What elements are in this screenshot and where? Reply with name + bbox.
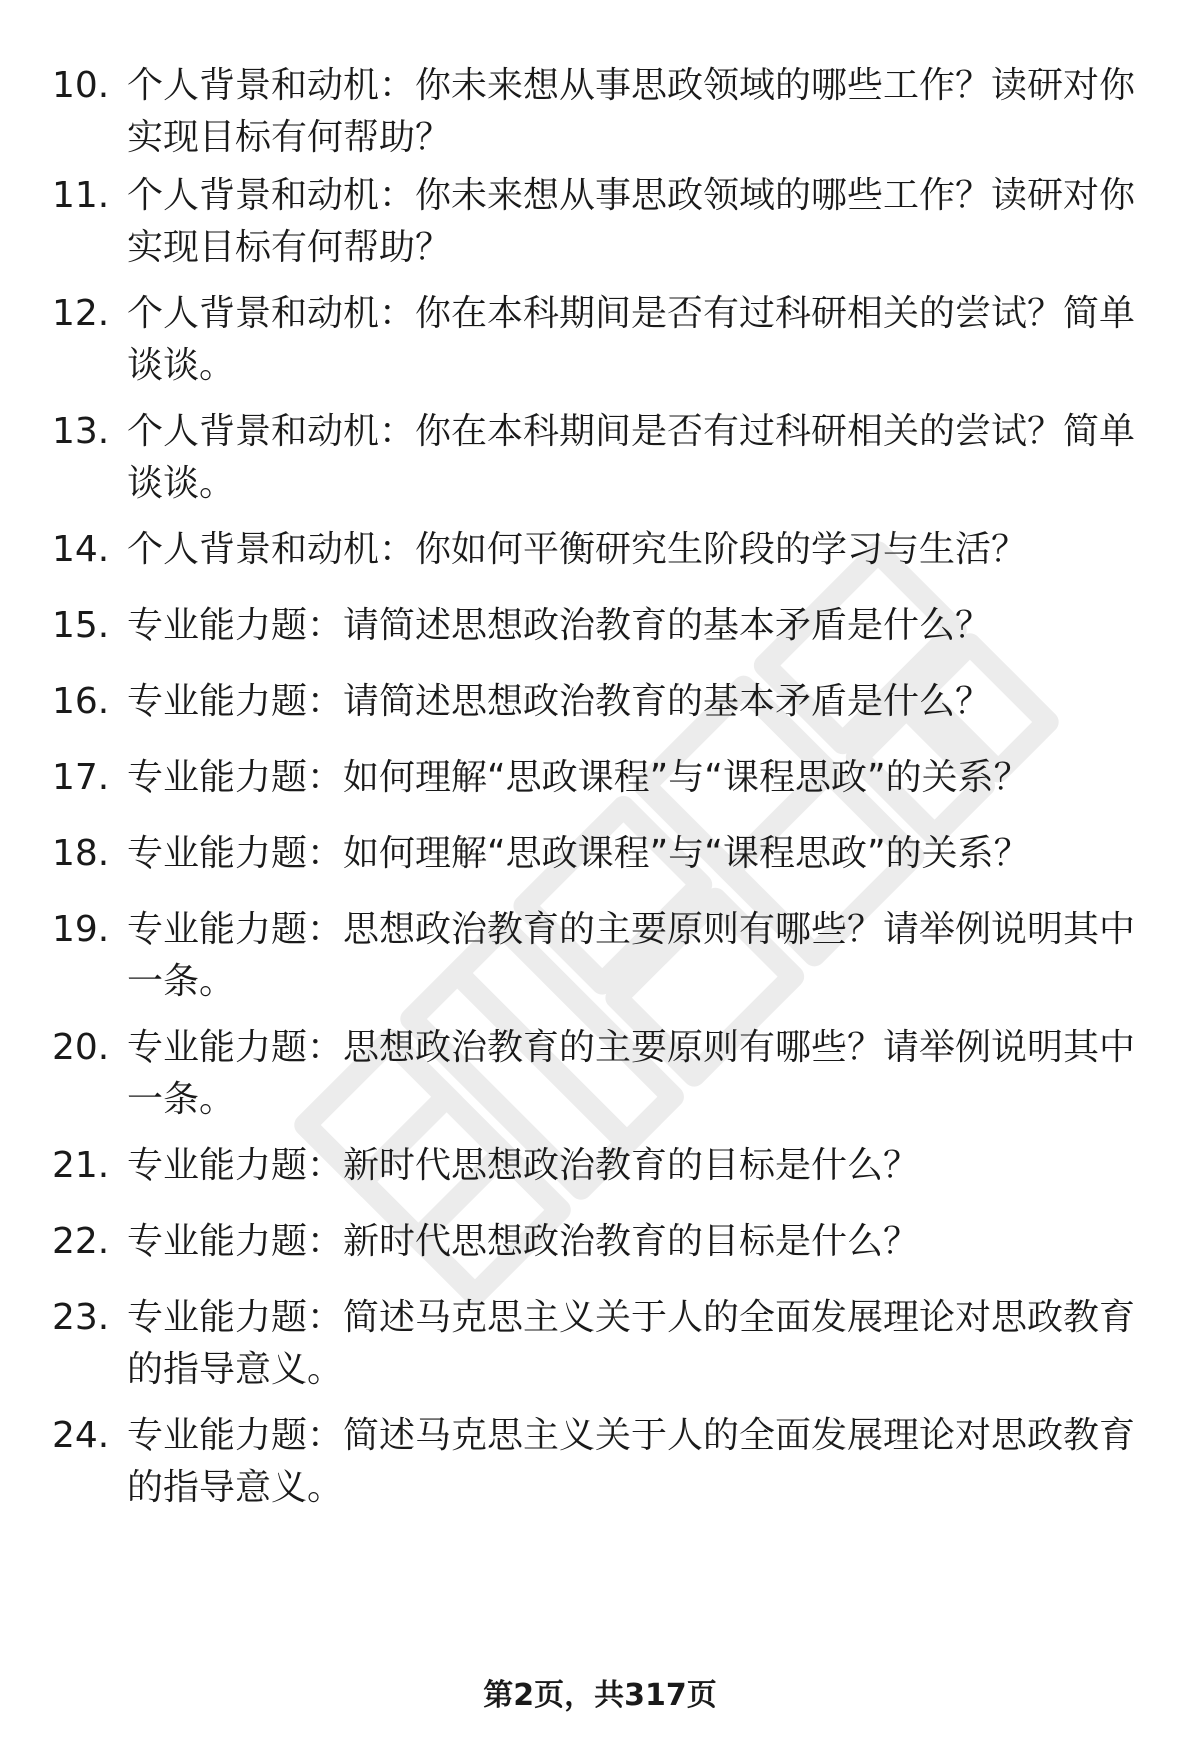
item-text: 专业能力题：如何理解“思政课程”与“课程思政”的关系？ (127, 757, 1030, 798)
item-text: 个人背景和动机：你在本科期间是否有过科研相关的尝试？简单谈谈。 (127, 411, 1136, 504)
item-text: 专业能力题：简述马克思主义关于人的全面发展理论对思政教育的指导意义。 (127, 1297, 1136, 1390)
item-number: 20. (52, 1027, 110, 1068)
item-number: 21. (52, 1145, 110, 1186)
item-number: 24. (52, 1415, 110, 1456)
page-number: 第2页，共317页 (483, 1678, 717, 1713)
item-number: 22. (52, 1221, 110, 1262)
item-number: 12. (52, 293, 110, 334)
item-number: 14. (52, 529, 110, 570)
item-text: 专业能力题：新时代思想政治教育的目标是什么？ (127, 1145, 920, 1186)
item-number: 18. (52, 833, 110, 874)
item-number: 17. (52, 757, 110, 798)
item-text: 专业能力题：思想政治教育的主要原则有哪些？请举例说明其中一条。 (127, 1027, 1136, 1120)
item-number: 16. (52, 681, 110, 722)
item-number: 11. (52, 175, 110, 216)
item-text: 个人背景和动机：你未来想从事思政领域的哪些工作？读研对你实现目标有何帮助？ (127, 175, 1136, 268)
item-number: 15. (52, 605, 110, 646)
item-text: 专业能力题：思想政治教育的主要原则有哪些？请举例说明其中一条。 (127, 909, 1136, 1002)
item-text: 个人背景和动机：你如何平衡研究生阶段的学习与生活？ (127, 529, 1028, 570)
item-text: 专业能力题：简述马克思主义关于人的全面发展理论对思政教育的指导意义。 (127, 1415, 1136, 1508)
item-text: 专业能力题：请简述思想政治教育的基本矛盾是什么？ (127, 605, 992, 646)
item-text: 个人背景和动机：你未来想从事思政领域的哪些工作？读研对你实现目标有何帮助？ (127, 65, 1136, 158)
item-text: 专业能力题：请简述思想政治教育的基本矛盾是什么？ (127, 681, 992, 722)
item-number: 13. (52, 411, 110, 452)
item-text: 专业能力题：新时代思想政治教育的目标是什么？ (127, 1221, 920, 1262)
item-number: 10. (52, 65, 110, 106)
item-text: 专业能力题：如何理解“思政课程”与“课程思政”的关系？ (127, 833, 1030, 874)
item-text: 个人背景和动机：你在本科期间是否有过科研相关的尝试？简单谈谈。 (127, 293, 1136, 386)
item-number: 23. (52, 1297, 110, 1338)
item-number: 19. (52, 909, 110, 950)
